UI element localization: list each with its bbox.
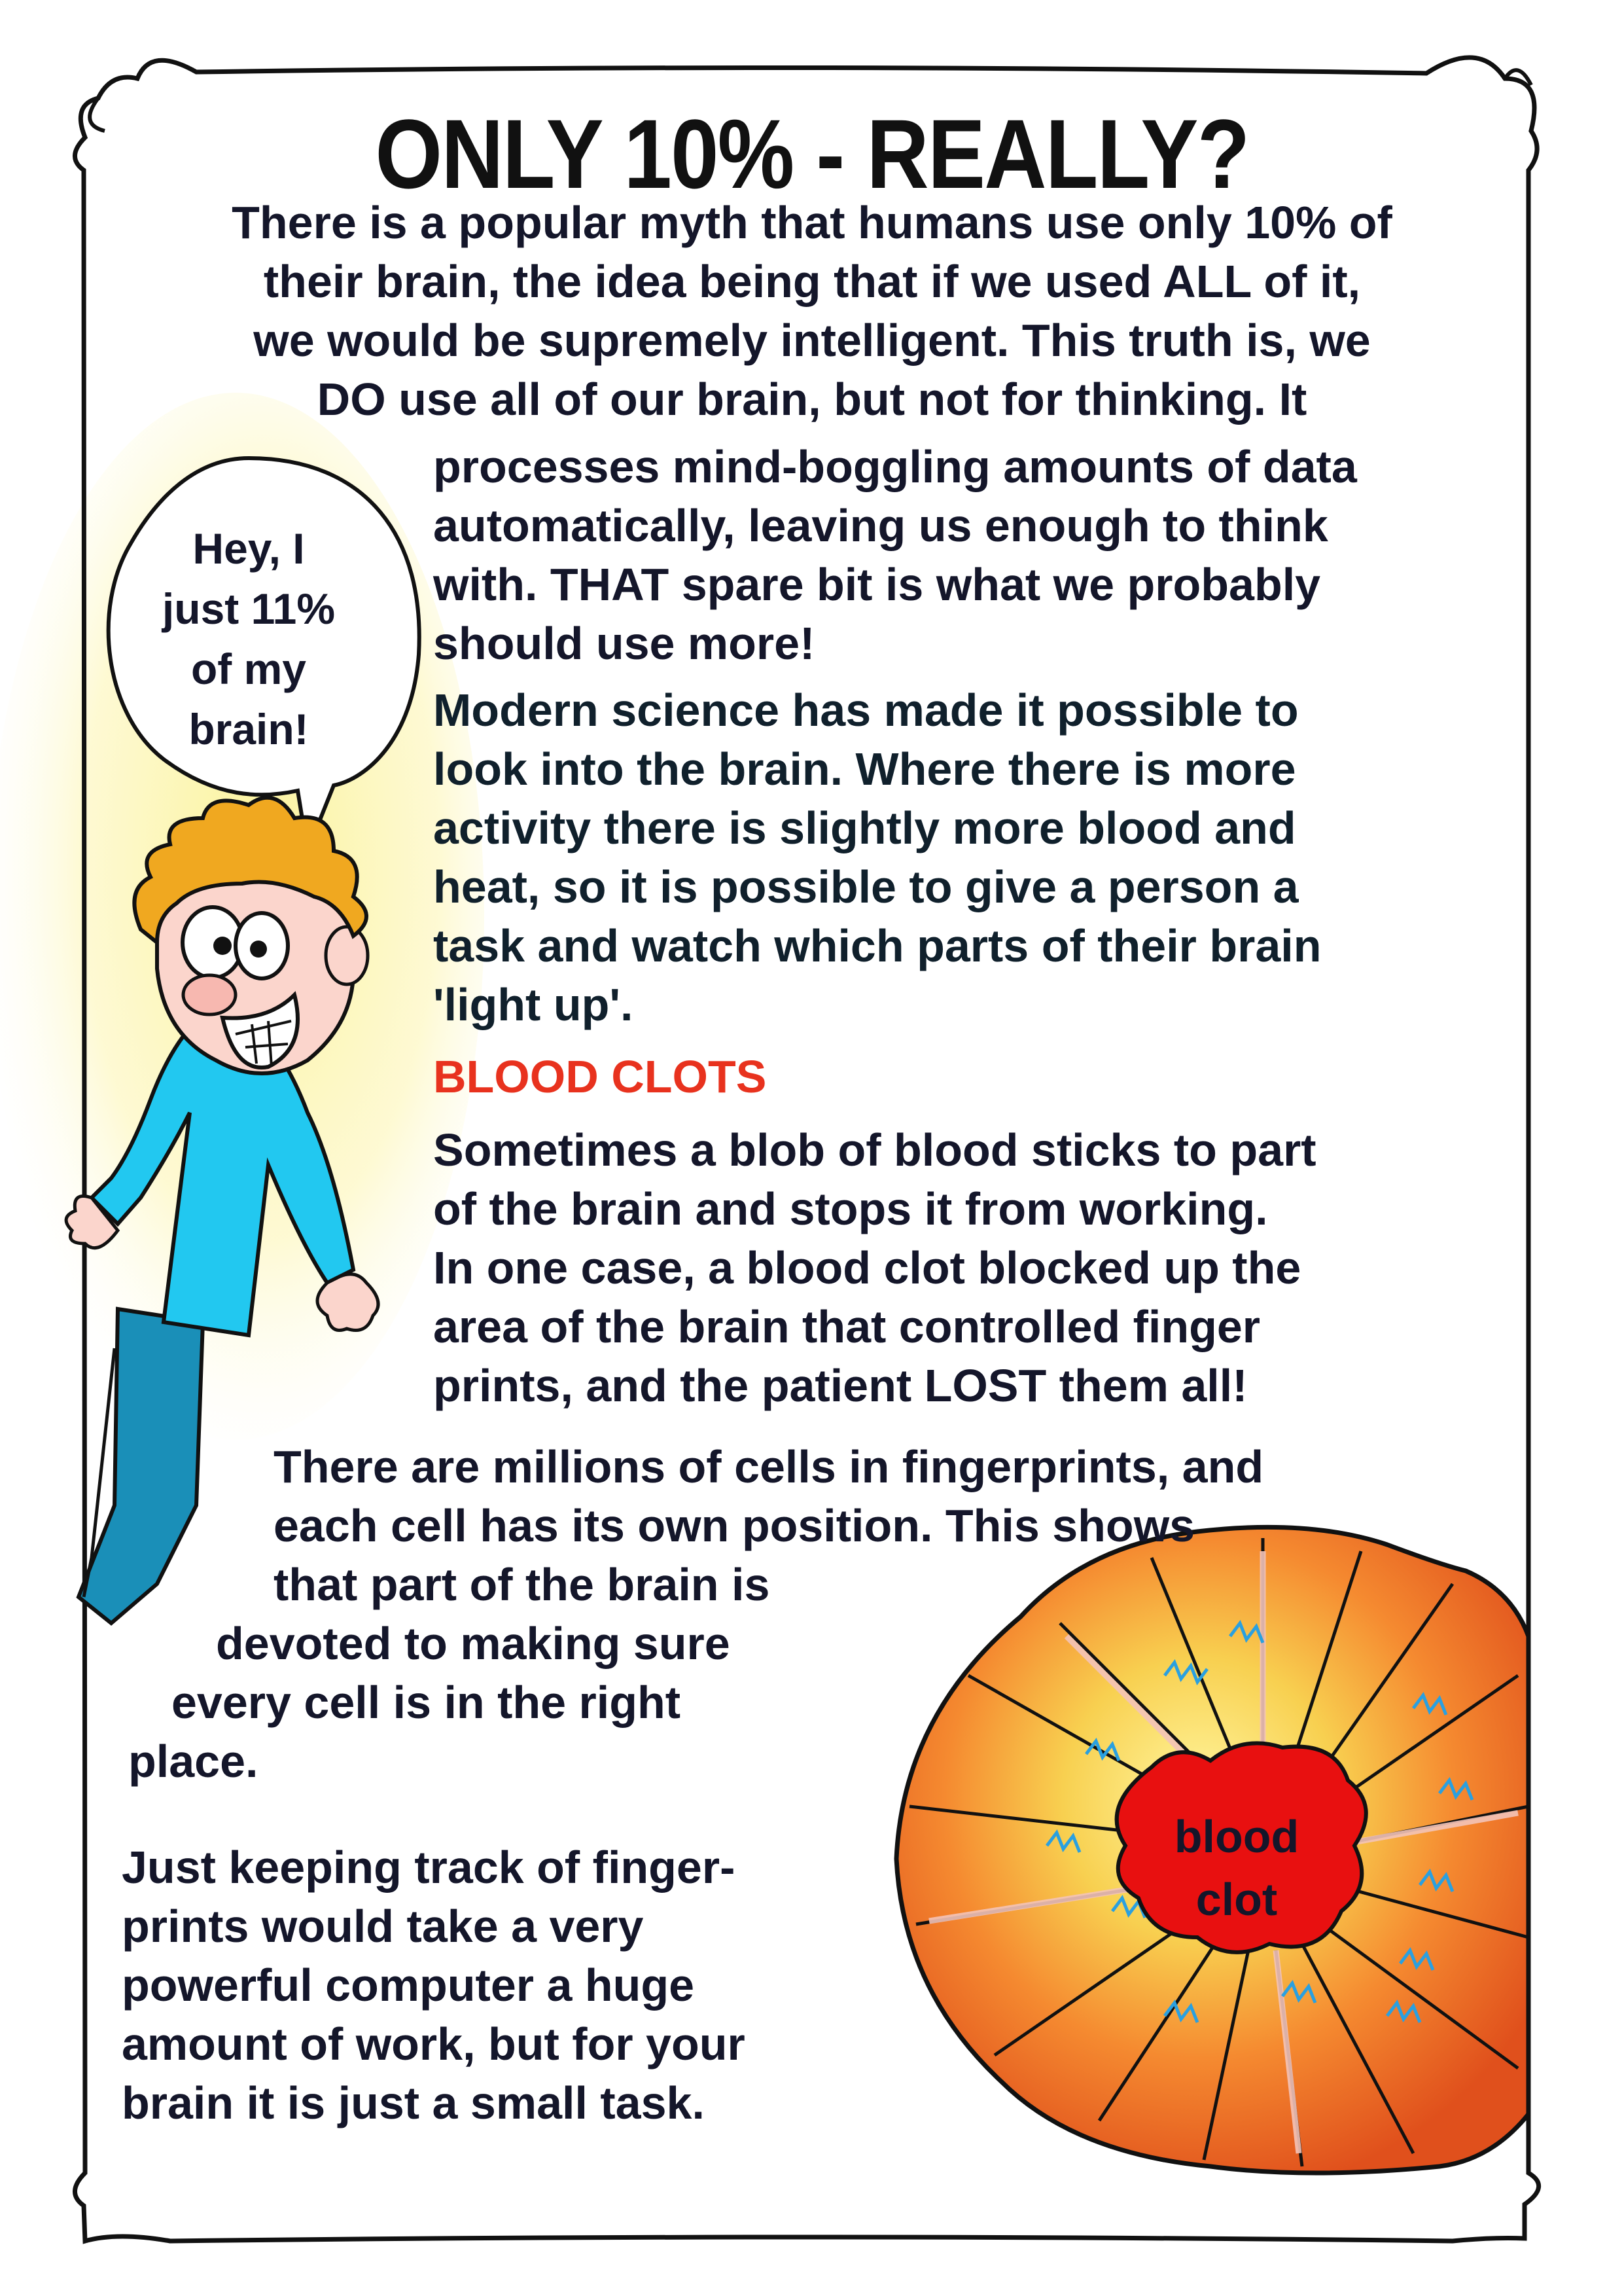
fingerprint-line: every cell is in the right [171, 1677, 681, 1728]
fingerprint-line: place. [128, 1736, 258, 1787]
bubble-line: just 11% [162, 584, 336, 633]
clot-label-line: clot [1195, 1874, 1278, 1925]
fingerprint-line: devoted to making sure [216, 1618, 730, 1669]
keeping-line: powerful computer a huge [122, 1960, 695, 2011]
intro-continuation [433, 437, 1357, 673]
speech-bubble-text [118, 518, 380, 759]
science-paragraph [433, 681, 1321, 1034]
bubble-line: brain! [188, 705, 309, 753]
intro-paragraph [0, 193, 1624, 429]
science-line: Modern science has made it possible to [433, 685, 1299, 736]
keeping-track-paragraph [122, 1838, 745, 2132]
clots-line: of the brain and stops it from working. [433, 1183, 1268, 1234]
bubble-line: Hey, I [192, 524, 305, 573]
science-line: task and watch which parts of their brain [433, 920, 1322, 971]
science-line: heat, so it is possible to give a person a [433, 861, 1299, 912]
intro-cont-line: processes mind-boggling amounts of data [433, 441, 1357, 492]
page-title: ONLY 10% - REALLY? [375, 99, 1249, 209]
keeping-line: prints would take a very [122, 1901, 644, 1952]
clots-line: prints, and the patient LOST them all! [433, 1360, 1248, 1411]
intro-line: their brain, the idea being that if we used ALL of it, [263, 256, 1361, 307]
keeping-line: Just keeping track of finger- [122, 1842, 735, 1893]
section-heading: BLOOD CLOTS [433, 1051, 767, 1102]
science-line: look into the brain. Where there is more [433, 744, 1296, 795]
bubble-line: of my [190, 645, 307, 693]
blood-clot-label [1125, 1805, 1348, 1931]
clots-line: Sometimes a blob of blood sticks to part [433, 1124, 1316, 1175]
keeping-line: brain it is just a small task. [122, 2077, 705, 2128]
fingerprint-line: There are millions of cells in fingerprints, and [274, 1441, 1264, 1492]
intro-line: DO use all of our brain, but not for thinking. It [317, 374, 1307, 425]
intro-cont-line: should use more! [433, 618, 815, 669]
fingerprint-line: each cell has its own position. This shows [274, 1500, 1195, 1551]
keeping-line: amount of work, but for your [122, 2018, 745, 2070]
intro-cont-line: with. THAT spare bit is what we probably [433, 559, 1321, 610]
clots-line: area of the brain that controlled finger [433, 1301, 1261, 1352]
blood-clots-paragraph [433, 1121, 1316, 1415]
intro-line: There is a popular myth that humans use only 10% of [232, 197, 1392, 248]
clots-line: In one case, a blood clot blocked up the [433, 1242, 1301, 1293]
intro-cont-line: automatically, leaving us enough to think [433, 500, 1328, 551]
science-line: 'light up'. [433, 979, 633, 1030]
fingerprint-line: that part of the brain is [274, 1559, 770, 1610]
clot-label-line: blood [1174, 1811, 1299, 1862]
fingerprint-paragraph [0, 1437, 1264, 1791]
science-line: activity there is slightly more blood and [433, 802, 1296, 853]
intro-line: we would be supremely intelligent. This truth is, we [253, 315, 1371, 366]
